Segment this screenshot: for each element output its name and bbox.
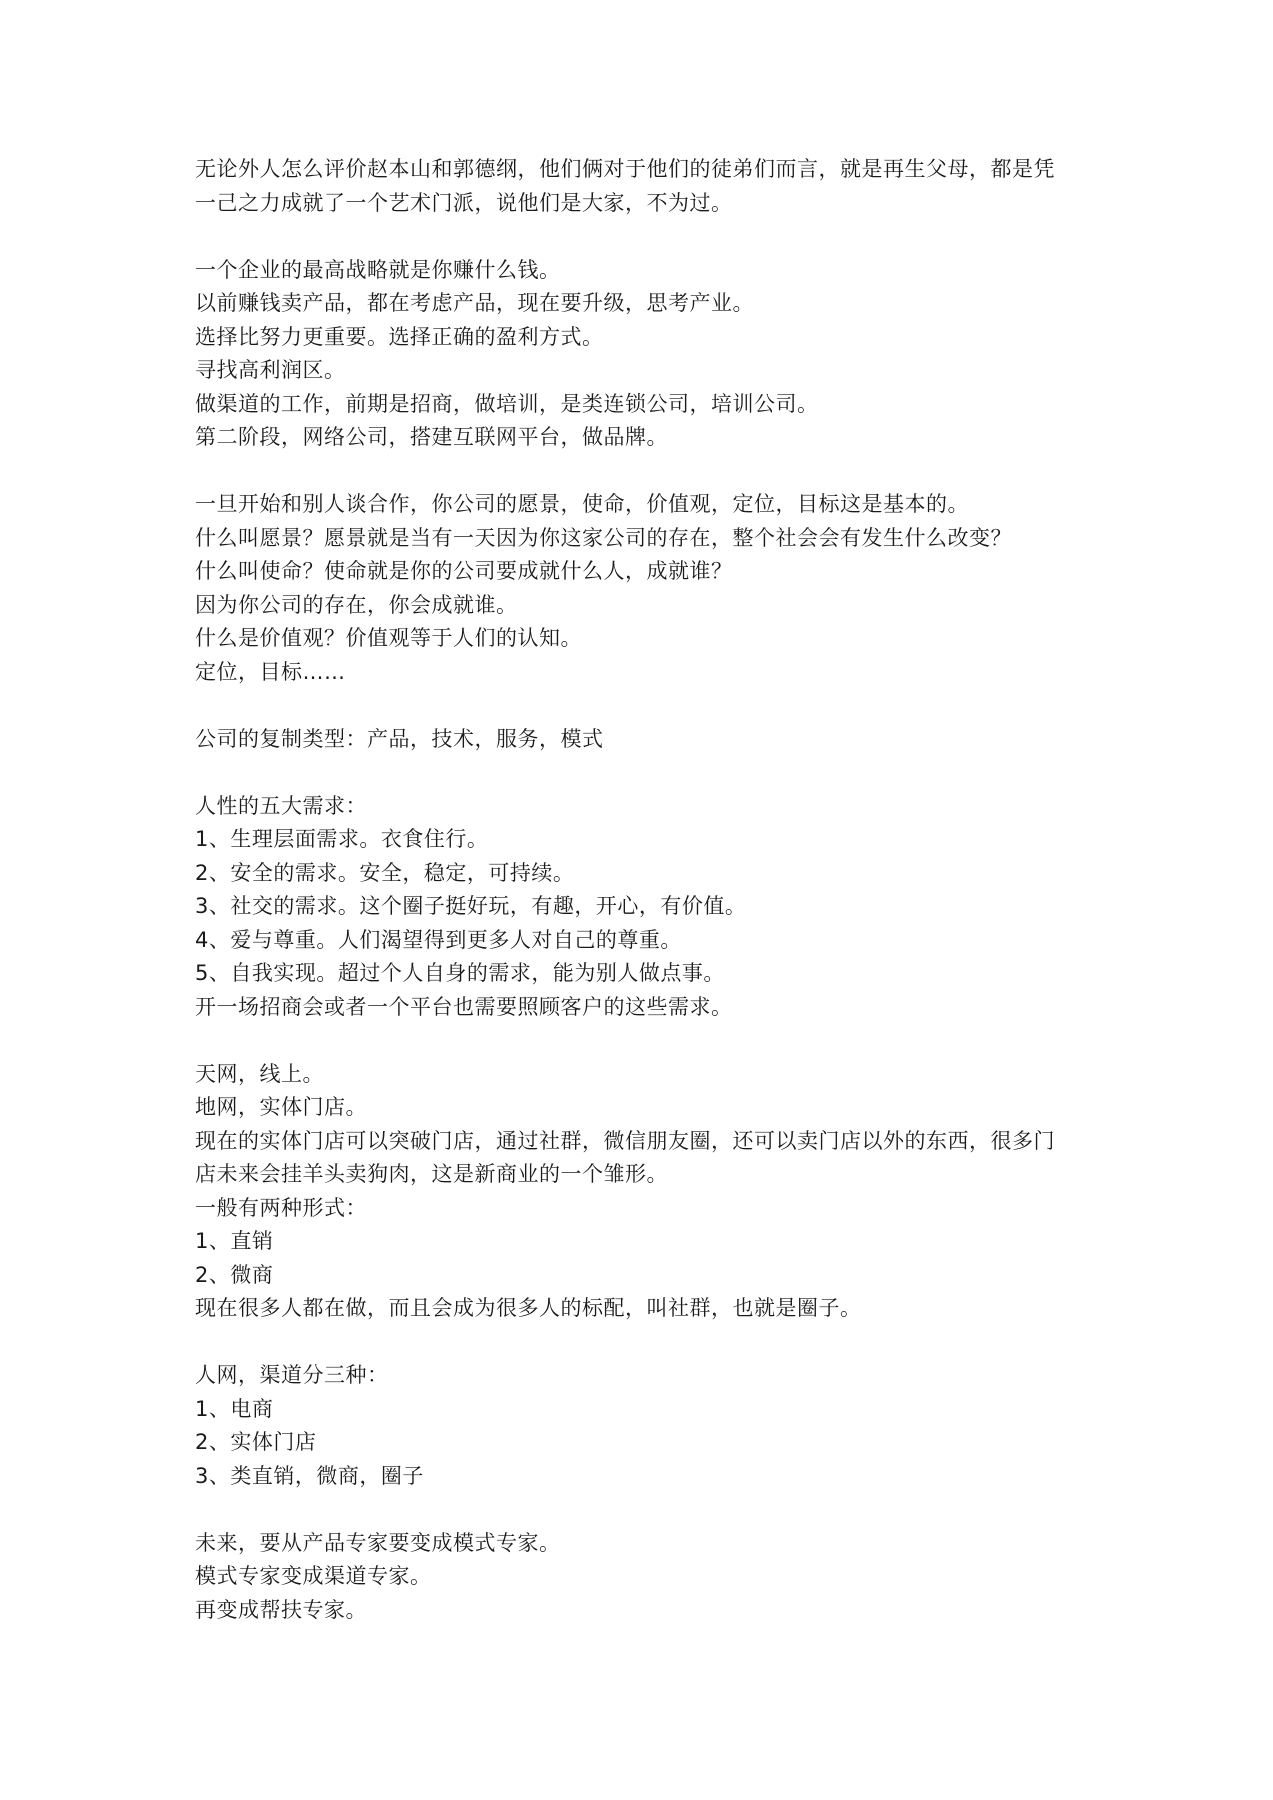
text-line: 人网，渠道分三种：	[195, 1363, 389, 1387]
text-line: 1、电商	[195, 1396, 274, 1421]
text-line: 以前赚钱卖产品，都在考虑产品，现在要升级，思考产业。	[195, 291, 754, 315]
text-line: 3、类直销，微商，圈子	[195, 1463, 424, 1488]
text-line: 再变成帮扶专家。	[195, 1597, 367, 1622]
text-line: 2、微商	[195, 1262, 274, 1287]
text-line: 一个企业的最高战略就是你赚什么钱。	[195, 257, 561, 282]
text-line: 现在很多人都在做，而且会成为很多人的标配，叫社群，也就是圈子。	[195, 1296, 862, 1320]
text-line: 1、直销	[195, 1229, 274, 1253]
text-line: 未来，要从产品专家要变成模式专家。	[195, 1530, 561, 1555]
text-line: 一般有两种形式：	[195, 1195, 367, 1220]
text-line: 因为你公司的存在，你会成就谁。	[195, 592, 518, 617]
text-line: 什么叫愿景？愿景就是当有一天因为你这家公司的存在，整个社会会有发生什么改变？	[195, 525, 1012, 550]
text-line: 3、社交的需求。这个圈子挺好玩，有趣，开心，有价值。	[195, 894, 747, 918]
text-line: 无论外人怎么评价赵本山和郭德纲，他们俩对于他们的徒弟们而言，就是再生父母，都是凭	[195, 157, 1055, 181]
paragraph-gap	[195, 689, 1095, 723]
paragraph-gap	[195, 220, 1095, 254]
text-line: 什么是价值观？价值观等于人们的认知。	[195, 626, 582, 650]
text-line: 模式专家变成渠道专家。	[195, 1564, 432, 1588]
text-line: 定位，目标……	[195, 659, 346, 684]
text-line: 5、自我实现。超过个人自身的需求，能为别人做点事。	[195, 961, 725, 985]
text-line: 现在的实体门店可以突破门店，通过社群，微信朋友圈，还可以卖门店以外的东西，很多门	[195, 1128, 1055, 1153]
text-line: 做渠道的工作，前期是招商，做培训，是类连锁公司，培训公司。	[195, 391, 819, 416]
text-line: 人性的五大需求：	[195, 793, 367, 818]
text-line: 2、安全的需求。安全，稳定，可持续。	[195, 860, 575, 885]
text-line: 开一场招商会或者一个平台也需要照顾客户的这些需求。	[195, 994, 733, 1019]
text-line: 一己之力成就了一个艺术门派，说他们是大家，不为过。	[195, 190, 733, 215]
text-line: 1、生理层面需求。衣食住行。	[195, 827, 489, 851]
text-line: 天网，线上。	[195, 1061, 324, 1086]
text-line: 4、爱与尊重。人们渴望得到更多人对自己的尊重。	[195, 927, 682, 952]
paragraph-gap	[195, 1024, 1095, 1058]
text-line: 2、实体门店	[195, 1430, 317, 1454]
text-line: 公司的复制类型：产品，技术，服务，模式	[195, 726, 604, 751]
text-line: 地网，实体门店。	[195, 1095, 367, 1119]
text-line: 选择比努力更重要。选择正确的盈利方式。	[195, 324, 604, 349]
paragraph-gap	[195, 1493, 1095, 1527]
paragraph-gap	[195, 1326, 1095, 1360]
text-line: 寻找高利润区。	[195, 358, 346, 382]
paragraph-gap	[195, 756, 1095, 790]
text-line: 什么叫使命？使命就是你的公司要成就什么人，成就谁？	[195, 559, 733, 583]
document-body	[195, 153, 1095, 1627]
text-line: 店未来会挂羊头卖狗肉，这是新商业的一个雏形。	[195, 1162, 668, 1186]
text-line: 第二阶段，网络公司，搭建互联网平台，做品牌。	[195, 425, 668, 449]
paragraph-gap	[195, 455, 1095, 489]
text-line: 一旦开始和别人谈合作，你公司的愿景，使命，价值观，定位，目标这是基本的。	[195, 492, 969, 516]
